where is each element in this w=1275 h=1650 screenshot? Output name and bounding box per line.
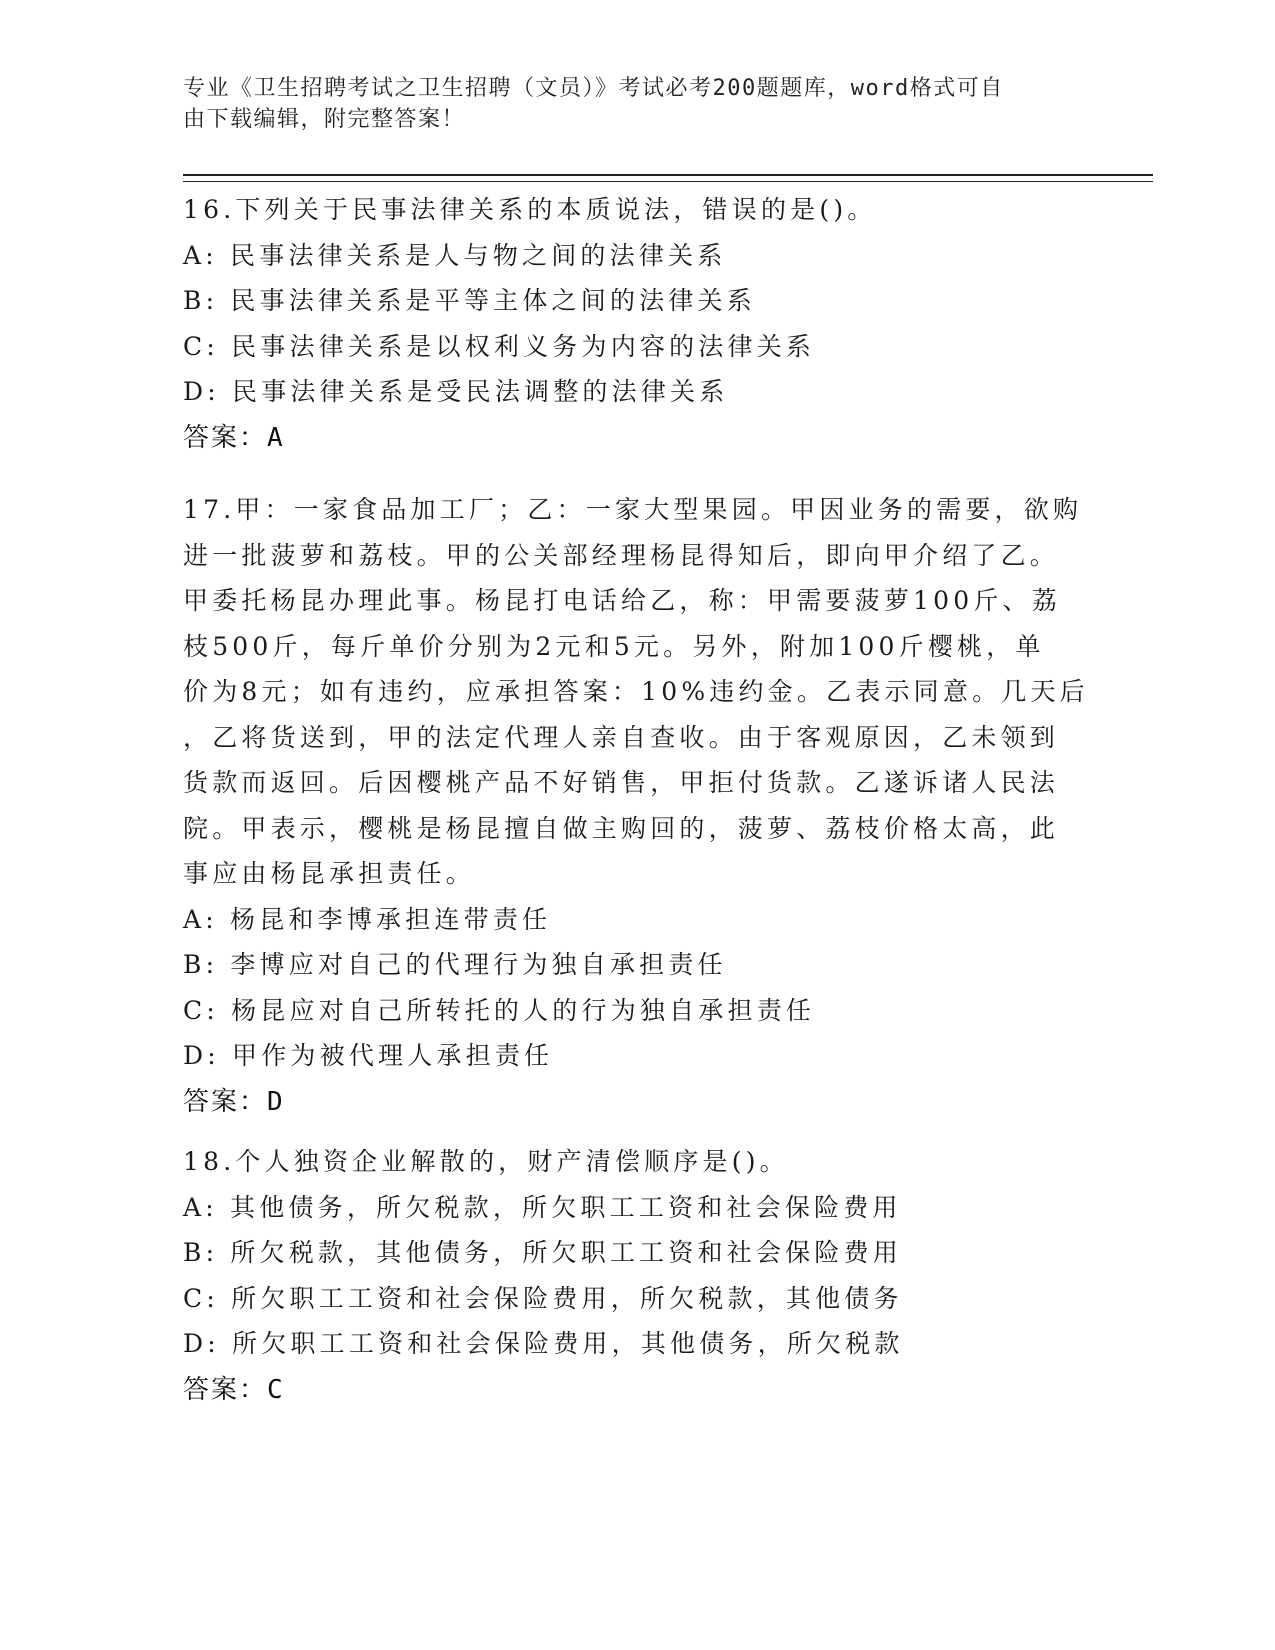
header-divider-thin — [183, 181, 1153, 182]
option-b: B: 所欠税款，其他债务，所欠职工工资和社会保险费用 — [183, 1238, 902, 1267]
question-stem-line: ，乙将货送到，甲的法定代理人亲自查收。由于客观原因，乙未领到 — [183, 722, 1060, 752]
answer-line: 答案：D — [183, 1086, 285, 1117]
option-a: A: 其他债务，所欠税款，所欠职工工资和社会保险费用 — [183, 1192, 902, 1222]
question-stem-line: 院。甲表示，樱桃是杨昆擅自做主购回的，菠萝、荔枝价格太高，此 — [183, 813, 1060, 843]
option-a: A: 民事法律关系是人与物之间的法律关系 — [183, 240, 727, 270]
question-stem-line: 甲委托杨昆办理此事。杨昆打电话给乙，称：甲需要菠萝100斤、荔 — [183, 586, 1061, 615]
option-a: A: 杨昆和李博承担连带责任 — [183, 904, 552, 934]
question-17 — [183, 487, 1089, 1125]
option-d: D: 甲作为被代理人承担责任 — [183, 1041, 554, 1070]
header-line-2: 由下载编辑，附完整答案！ — [183, 107, 466, 132]
option-c: C: 杨昆应对自己所转托的人的行为独自承担责任 — [183, 995, 816, 1025]
option-b: B: 李博应对自己的代理行为独自承担责任 — [183, 950, 727, 979]
question-18 — [183, 1139, 1083, 1413]
question-stem-line: 货款而返回。后因樱桃产品不好销售，甲拒付货款。乙遂诉诸人民法 — [183, 768, 1060, 797]
question-stem-line: 价为8元；如有违约，应承担答案：10%违约金。乙表示同意。几天后 — [183, 677, 1089, 706]
document-header — [183, 73, 1063, 135]
option-c: C: 所欠职工工资和社会保险费用，所欠税款，其他债务 — [183, 1283, 903, 1313]
answer-line: 答案：C — [183, 1374, 285, 1405]
option-d: D: 民事法律关系是受民法调整的法律关系 — [183, 377, 729, 406]
question-stem-line: 枝500斤，每斤单价分别为2元和5元。另外，附加100斤樱桃，单 — [183, 631, 1045, 661]
option-c: C: 民事法律关系是以权利义务为内容的法律关系 — [183, 331, 816, 361]
question-stem: 16.下列关于民事法律关系的本质说法，错误的是()。 — [183, 195, 877, 224]
option-b: B: 民事法律关系是平等主体之间的法律关系 — [183, 286, 756, 315]
option-d: D: 所欠职工工资和社会保险费用，其他债务，所欠税款 — [183, 1329, 904, 1358]
header-line-1: 专业《卫生招聘考试之卫生招聘（文员）》考试必考200题题库，word格式可自 — [183, 76, 1004, 101]
question-stem: 18.个人独资企业解散的，财产清偿顺序是()。 — [183, 1147, 789, 1176]
answer-line: 答案：A — [183, 422, 285, 453]
question-stem-line: 事应由杨昆承担责任。 — [183, 859, 476, 888]
question-16 — [183, 187, 1083, 461]
question-stem-line: 17.甲：一家食品加工厂；乙：一家大型果园。甲因业务的需要，欲购 — [183, 495, 1083, 524]
header-divider-thick — [183, 174, 1153, 176]
question-stem-line: 进一批菠萝和荔枝。甲的公关部经理杨昆得知后，即向甲介绍了乙。 — [183, 540, 1060, 570]
